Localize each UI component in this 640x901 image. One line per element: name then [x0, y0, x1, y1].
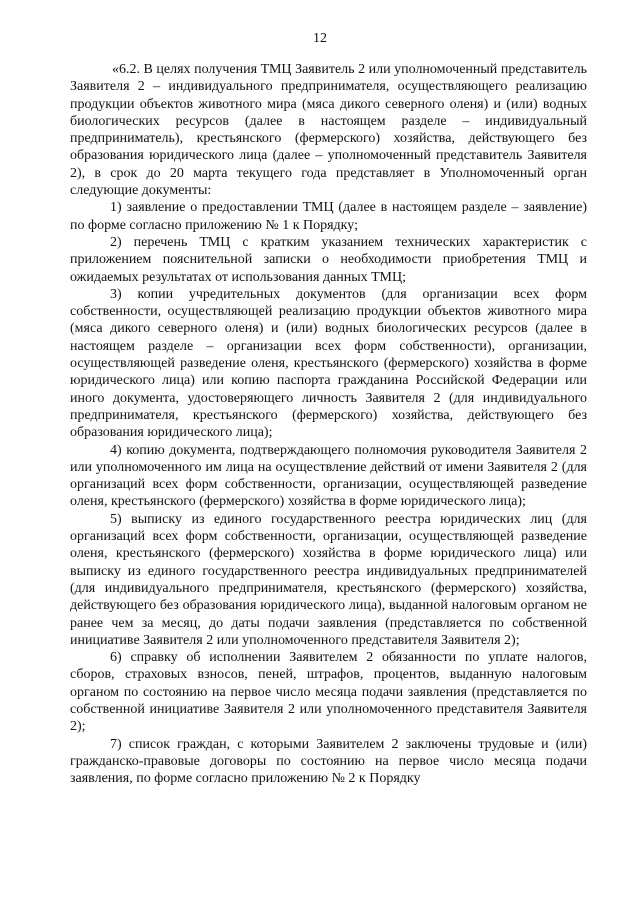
list-item-6: 6) справку об исполнении Заявителем 2 обязанности по уплате налогов, сборов, страховых взносов, пеней, штрафов, процентов, выданную налоговым органом по состоянию на первое число месяца подачи заявления (представляется по собственной инициативе Заявителя 2 или уполномоченного представителя Заявителя 2); [70, 650, 587, 735]
list-item-2: 2) перечень ТМЦ с кратким указанием технических характеристик с приложением пояснительной записки о необходимости приобретения ТМЦ и ожидаемых результатах от использования данных ТМЦ; [70, 234, 587, 285]
list-item-5: 5) выписку из единого государственного реестра юридических лиц (для организаций всех форм собственности, организации, осуществляющей разведение оленя, крестьянского (фермерского) хозяйства в форме юридического лица) или выписку из единого государственного реестра индивидуальных предпринимателей (для индивидуального предпринимателя, крестьянского (фермерского) хозяйства, действующего без образования юридического лица), выданной налоговым органом не ранее чем за месяц, до даты подачи заявления (представляется по собственной инициативе Заявителя 2 или уполномоченного представителя Заявителя 2); [70, 511, 587, 648]
document-body [70, 61, 587, 787]
page-number: 12 [313, 31, 327, 46]
list-item-1: 1) заявление о предоставлении ТМЦ (далее в настоящем разделе – заявление) по форме согласно приложению № 1 к Порядку; [70, 200, 587, 233]
list-item-7: 7) список граждан, с которыми Заявителем 2 заключены трудовые и (или) гражданско-правовые договоры по состоянию на первое число месяца подачи заявления, по форме согласно приложению № 2 к Порядку [70, 736, 587, 787]
list-item-3: 3) копии учредительных документов (для организации всех форм собственности, осуществляющей реализацию продукции объектов животного мира (мяса дикого северного оленя) и (или) водных биологических ресурсов (далее в настоящем разделе – организации всех форм собственности), организации, осуществляющей разведение оленя, крестьянского (фермерского) хозяйства в форме юридического лица) или копию паспорта гражданина Российской Федерации или иного документа, удостоверяющего личность Заявителя 2 (для индивидуального предпринимателя, крестьянского (фермерского) хозяйства, действующего без образования юридического лица); [70, 286, 587, 441]
paragraph-6-2-intro: «6.2. В целях получения ТМЦ Заявитель 2 или уполномоченный представитель Заявителя 2 – индивидуального предпринимателя, осуществляющего реализацию продукции объектов животного мира (мяса дикого северного оленя) и (или) водных биологических ресурсов (далее в настоящем разделе – индивидуальный предприниматель), крестьянского (фермерского) хозяйства, действующего без образования юридического лица (далее – уполномоченный представитель Заявителя 2), в срок до 20 марта текущего года представляет в Уполномоченный орган следующие документы: [70, 62, 587, 199]
list-item-4: 4) копию документа, подтверждающего полномочия руководителя Заявителя 2 или уполномоченного им лица на осуществление действий от имени Заявителя 2 (для организаций всех форм собственности, организации, осуществляющей разведение оленя, крестьянского (фермерского) хозяйства в форме юридического лица); [70, 442, 587, 510]
